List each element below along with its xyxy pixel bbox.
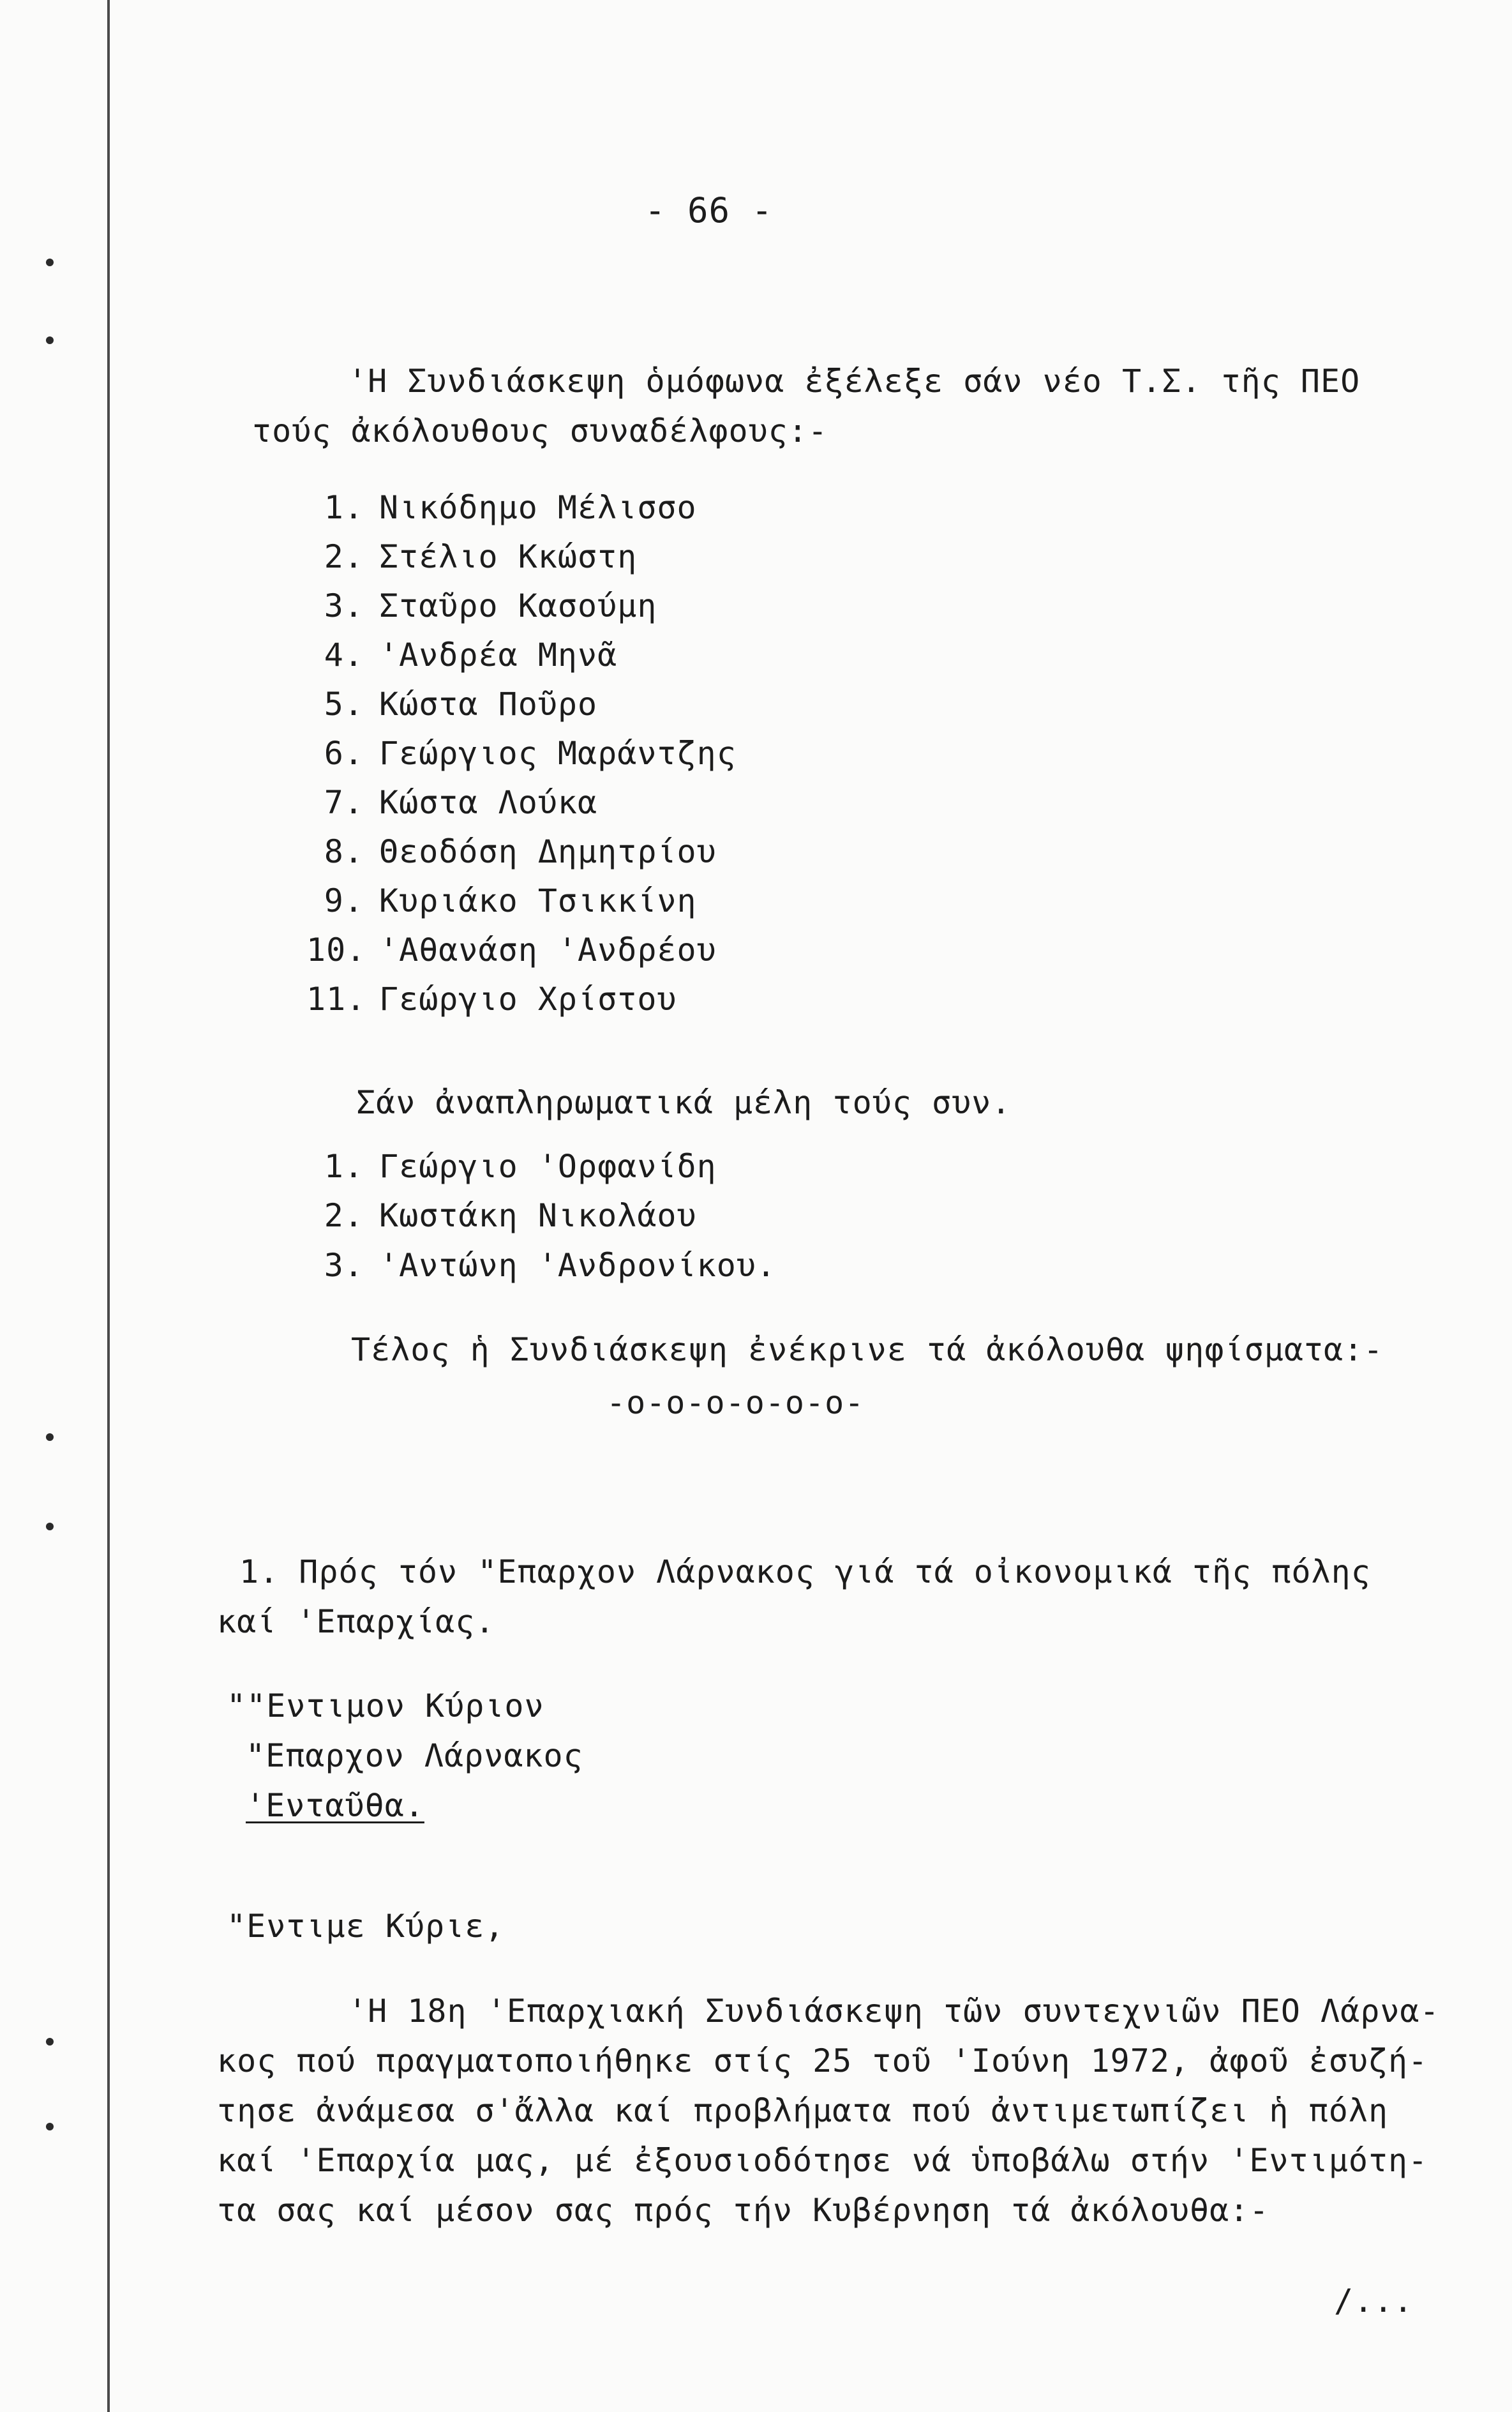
list-item-number: 3. [324, 1247, 364, 1284]
list-item-number: 4. [324, 637, 364, 674]
body-line: καί 'Επαρχία μας, μέ ἐξουσιοδότησε νά ὑποβάλω στήν 'Εντιμότη- [217, 2142, 1428, 2179]
list-item-name: Θεοδόση Δημητρίου [379, 833, 717, 870]
list-item [306, 536, 637, 577]
list-item-number: 1. [324, 489, 364, 526]
margin-speck [46, 1433, 54, 1441]
body-line: τα σας καί μέσον σας πρός τήν Κυβέρνηση τά ἀκόλουθα:- [217, 2192, 1269, 2229]
list-item-number: 10. [306, 931, 366, 969]
resolution-heading: καί 'Επαρχίας. [217, 1603, 495, 1640]
list-item-name: Στέλιο Κκώστη [379, 538, 638, 575]
list-item-name: Κωστάκη Νικολάου [379, 1197, 697, 1234]
list-item-number: 6. [324, 735, 364, 772]
salutation: "Εντιμε Κύριε, [227, 1908, 505, 1945]
list-item-name: Νικόδημο Μέλισσο [379, 489, 697, 526]
body-line: τησε ἀνάμεσα σ'ἄλλα καί προβλήματα πού ἀντιμετωπίζει ἡ πόλη [217, 2092, 1389, 2129]
list-item [306, 1245, 776, 1286]
list-item-number: 11. [306, 981, 366, 1018]
address-line: ""Εντιμον Κύριον [227, 1687, 544, 1724]
list-item-number: 9. [324, 882, 364, 919]
list-item-name: Γεώργιο Χρίστου [379, 981, 677, 1018]
list-item [306, 487, 697, 528]
alternates-heading: Σάν ἀναπληρωματικά μέλη τούς συν. [356, 1084, 1012, 1121]
intro-line: 'Η Συνδιάσκεψη ὁμόφωνα ἐξέλεξε σάν νέο Τ.Σ. τῆς ΠΕΟ [348, 363, 1361, 400]
address-line: "Επαρχον Λάρνακος [246, 1737, 583, 1774]
separator: -ο-ο-ο-ο-ο-ο- [606, 1384, 865, 1421]
list-item-name: Γεώργιο 'Ορφανίδη [379, 1148, 717, 1185]
body-line: 'Η 18η 'Επαρχιακή Συνδιάσκεψη τῶν συντεχνιῶν ΠΕΟ Λάρνα- [348, 1993, 1440, 2030]
list-item [306, 831, 717, 872]
list-item [306, 733, 737, 774]
list-item [306, 585, 657, 626]
list-item [306, 635, 617, 675]
resolution-heading: 1. Πρός τόν "Επαρχον Λάρνακος γιά τά οἰκονομικά τῆς πόλης [239, 1553, 1371, 1590]
margin-speck [46, 259, 54, 266]
page-number: - 66 - [645, 190, 774, 230]
intro-line: τούς ἀκόλουθους συναδέλφους:- [252, 412, 828, 449]
list-item-number: 1. [324, 1148, 364, 1185]
list-item-name: 'Ανδρέα Μηνᾶ [379, 637, 618, 674]
body-line: κος πού πραγματοποιήθηκε στίς 25 τοῦ 'Ιούνη 1972, ἀφοῦ ἐσυζή- [217, 2042, 1428, 2079]
margin-speck [46, 2123, 54, 2130]
list-item-name: 'Αθανάση 'Ανδρέου [379, 931, 717, 969]
address-line: 'Ενταῦθα. [246, 1787, 424, 1824]
list-item-name: 'Αντώνη 'Ανδρονίκου. [379, 1247, 777, 1284]
list-item-number: 2. [324, 538, 364, 575]
list-item-number: 3. [324, 587, 364, 624]
list-item-number: 2. [324, 1197, 364, 1234]
list-item-name: Γεώργιος Μαράντζης [379, 735, 737, 772]
list-item-name: Κώστα Λούκα [379, 784, 598, 821]
margin-speck [46, 1523, 54, 1530]
list-item [306, 1146, 717, 1187]
resolutions-intro: Τέλος ἡ Συνδιάσκεψη ἐνέκρινε τά ἀκόλουθα ψηφίσματα:- [351, 1331, 1384, 1368]
list-item [306, 684, 597, 725]
continuation-mark: /... [1334, 2282, 1414, 2319]
list-item-name: Κυριάκο Τσικκίνη [379, 882, 697, 919]
list-item-number: 8. [324, 833, 364, 870]
list-item-name: Κώστα Ποῦρο [379, 686, 598, 723]
margin-speck [46, 2038, 54, 2046]
list-item-number: 7. [324, 784, 364, 821]
list-item [306, 1195, 697, 1236]
list-item [306, 782, 597, 823]
list-item-number: 5. [324, 686, 364, 723]
left-margin-line [107, 0, 110, 2412]
list-item [306, 880, 697, 921]
margin-speck [46, 336, 54, 344]
list-item [306, 930, 717, 970]
list-item [306, 979, 677, 1020]
list-item-name: Σταῦρο Κασούμη [379, 587, 657, 624]
